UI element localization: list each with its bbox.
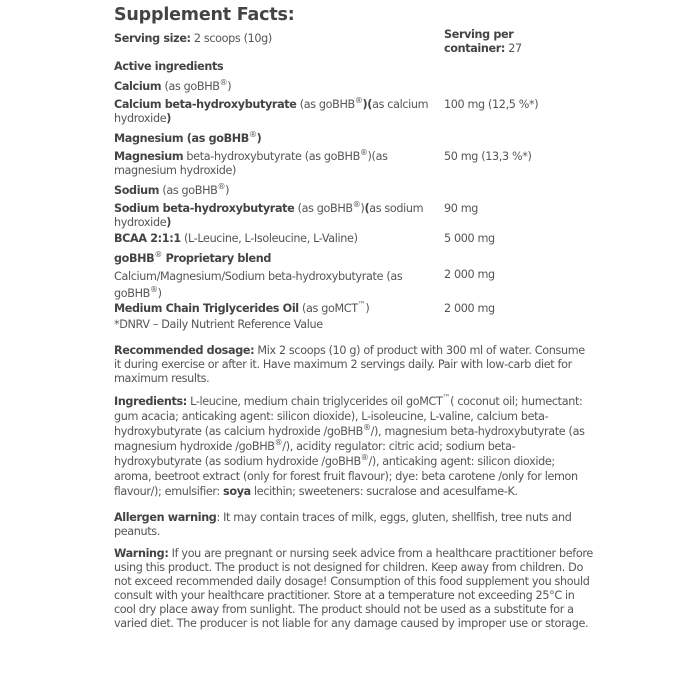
row-magnesium-bhb: Magnesium beta-hydroxybutyrate (as goBHB®)(as magnesium hydroxide) 50 mg (13,3 %*) <box>114 150 594 178</box>
row-calcium-bhb: Calcium beta-hydroxybutyrate (as goBHB®)(as calcium hydroxide) 100 mg (12,5 %*) <box>114 98 594 126</box>
page-title: Supplement Facts: <box>114 5 295 25</box>
amount: 50 mg (13,3 %*) <box>444 150 532 163</box>
serving-per-container: Serving per container: 27 <box>444 28 522 55</box>
row-bcaa: BCAA 2:1:1 (L-Leucine, L-Isoleucine, L-Valine) 5 000 mg <box>114 232 594 246</box>
serving-row <box>114 28 594 56</box>
amount: 100 mg (12,5 %*) <box>444 98 539 111</box>
row-blend-heading: goBHB® Proprietary blend <box>114 250 271 265</box>
ingredients: Ingredients: L-leucine, medium chain triglycerides oil goMCT™( coconut oil; humectant: gum acacia; anticaking agent: silicon dioxide), L-isoleucine, L-valine, calcium beta-hydroxybutyrate (as calcium hydroxide /goBHB®/), magnesium beta-hydroxybutyrate (as magnesium hydroxide /goBHB®/), acidity regulator: citric acid; sodium beta-hydroxybutyrate (as sodium hydroxide /goBHB®/), anticaking agent: silicon dioxide; aroma, beetroot extract (only for forest fruit flavour); dye: beta carotene /only for lemon flavour/); emulsifier: soya lecithin; sweeteners: sucralose and acesulfame-K. <box>114 393 585 498</box>
amount: 5 000 mg <box>444 232 495 245</box>
row-sodium-bhb: Sodium beta-hydroxybutyrate (as goBHB®)(as sodium hydroxide) 90 mg <box>114 202 594 230</box>
dnrv-note: *DNRV – Daily Nutrient Reference Value <box>114 318 323 331</box>
allergen-warning: Allergen warning: It may contain traces of milk, eggs, gluten, shellfish, tree nuts and peanuts. <box>114 511 572 538</box>
row-calcium: Calcium (as goBHB®) <box>114 78 232 93</box>
row-mct: Medium Chain Triglycerides Oil (as goMCT™) 2 000 mg <box>114 302 594 316</box>
amount: 90 mg <box>444 202 479 215</box>
warning: Warning: If you are pregnant or nursing seek advice from a healthcare practitioner before using this product. The product is not designed for children. Keep away from children. Do not exceed recommended daily dosage! Consumption of this food supplement you should consult with your healthcare practitioner. Store at a temperature not exceeding 25°C in cool dry place away from sunlight. The product should not be used as a substitute for a varied diet. The producer is not liable for any damage caused by improper use or storage. <box>114 547 593 630</box>
active-ingredients-heading: Active ingredients <box>114 60 224 73</box>
amount: 2 000 mg <box>444 302 495 315</box>
row-magnesium: Magnesium (as goBHB®) <box>114 130 262 145</box>
supplement-facts-label <box>114 4 594 631</box>
serving-size: Serving size: 2 scoops (10g) <box>114 32 272 45</box>
row-blend: Calcium/Magnesium/Sodium beta-hydroxybutyrate (as goBHB®) 2 000 mg <box>114 268 594 302</box>
amount: 2 000 mg <box>444 268 495 281</box>
recommended-dosage: Recommended dosage: Mix 2 scoops (10 g) of product with 300 ml of water. Consume it during exercise or after it. Have maximum 2 servings daily. Pair with low-carb diet for maximum results. <box>114 344 585 385</box>
row-sodium: Sodium (as goBHB®) <box>114 182 230 197</box>
